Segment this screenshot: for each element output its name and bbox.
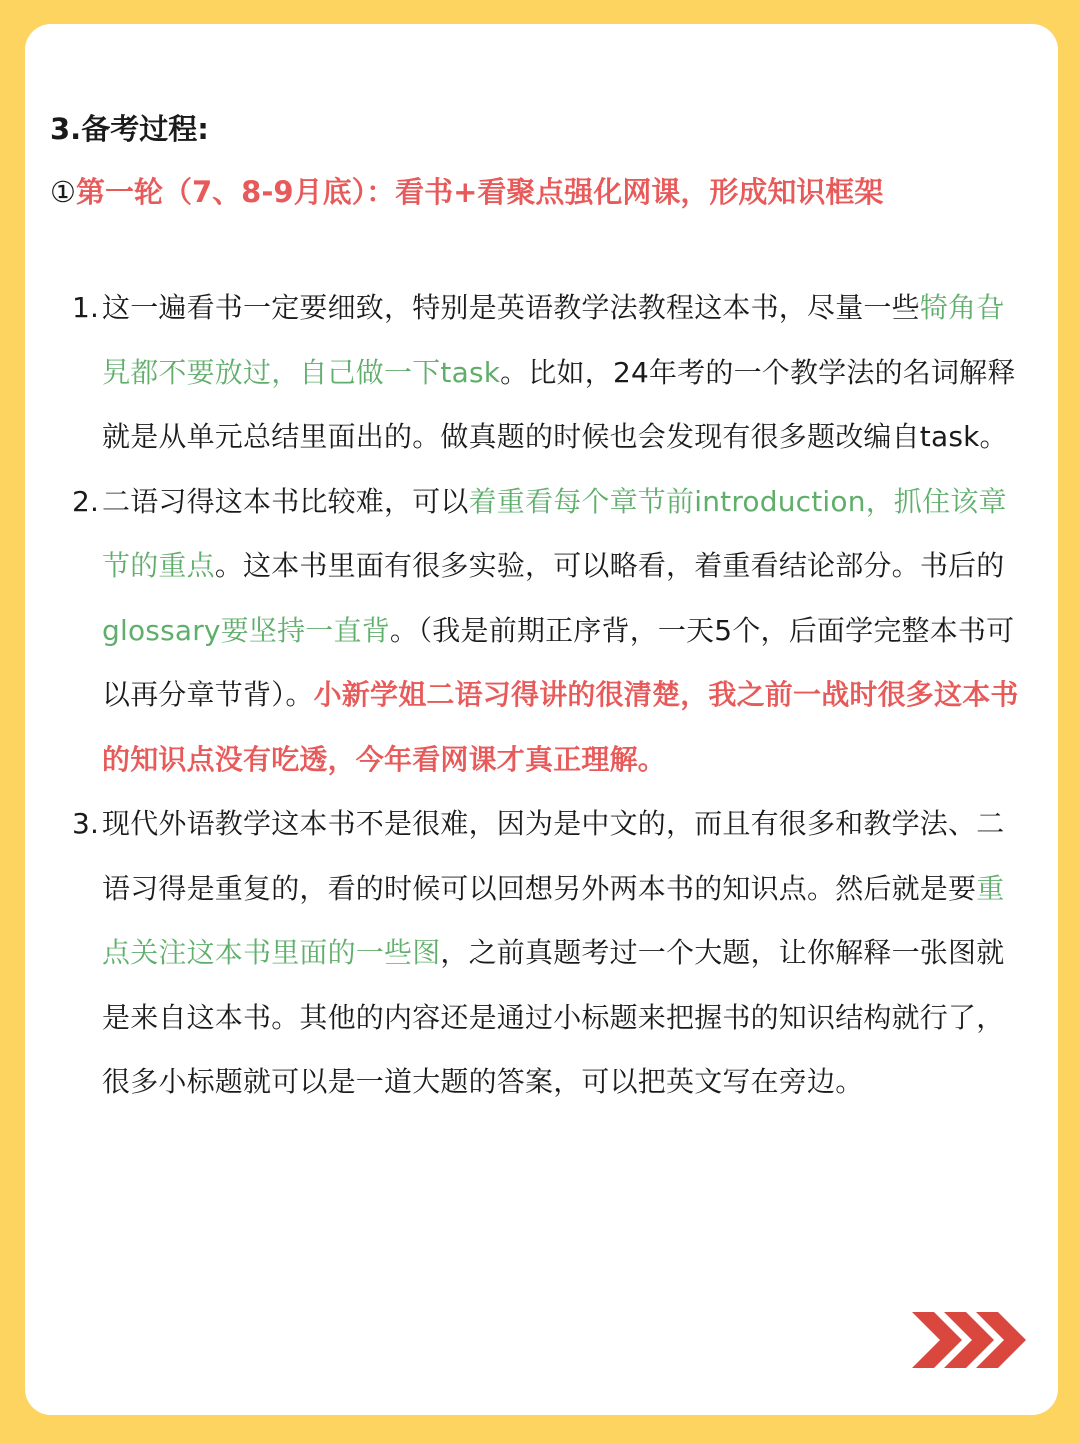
highlight-red-segment: 小新学姐二语习得讲的很清楚，我之前一战时很多这本书的知识点没有吃透，今年看网课才真正理解。 <box>102 678 1019 776</box>
list-item-number: 2. <box>72 484 100 518</box>
round-one-title <box>50 168 883 216</box>
text-segment: 。（我是前期正序背，一天5个，后面学完整本书可以再分章节背）。 <box>102 613 1015 711</box>
tips-list <box>72 276 1022 1115</box>
triple-chevron-right-icon <box>910 1308 1030 1372</box>
text-segment: 。比如，24年考的一个教学法的名词解释就是从单元总结里面出的。做真题的时候也会发现有很多题改编自task。 <box>102 355 1016 453</box>
list-item <box>72 470 1022 793</box>
text-segment: 这一遍看书一定要细致，特别是英语教学法教程这本书，尽量一些 <box>102 291 920 324</box>
highlight-green-segment: 犄角旮旯都不要放过，自己做一下task <box>102 291 1005 389</box>
text-segment: ，之前真题考过一个大题，让你解释一张图就是来自这本书。其他的内容还是通过小标题来把握书的知识结构就行了，很多小标题就可以是一道大题的答案，可以把英文写在旁边。 <box>102 936 1005 1098</box>
highlight-green-segment: 重点关注这本书里面的一些图 <box>102 871 1005 969</box>
text-segment: 现代外语教学这本书不是很难，因为是中文的，而且有很多和教学法、二语习得是重复的，看的时候可以回想另外两本书的知识点。然后就是要 <box>102 807 1005 905</box>
list-item <box>72 276 1022 470</box>
list-item <box>72 792 1022 1115</box>
round-one-title-text: 第一轮（7、8-9月底）：看书+看聚点强化网课，形成知识框架 <box>76 175 884 209</box>
text-segment: 二语习得这本书比较难，可以 <box>102 484 469 518</box>
highlight-green-segment: 着重看每个章节前introduction，抓住该章节的重点 <box>102 484 1007 582</box>
list-item-number: 3. <box>72 807 100 840</box>
circled-number-marker: ① <box>50 175 76 209</box>
list-item-number: 1. <box>72 291 100 324</box>
highlight-green-segment: glossary要坚持一直背 <box>102 613 390 647</box>
section-heading: 3.备考过程: <box>50 112 209 146</box>
text-segment: 。这本书里面有很多实验，可以略看，着重看结论部分。书后的 <box>214 549 1005 582</box>
